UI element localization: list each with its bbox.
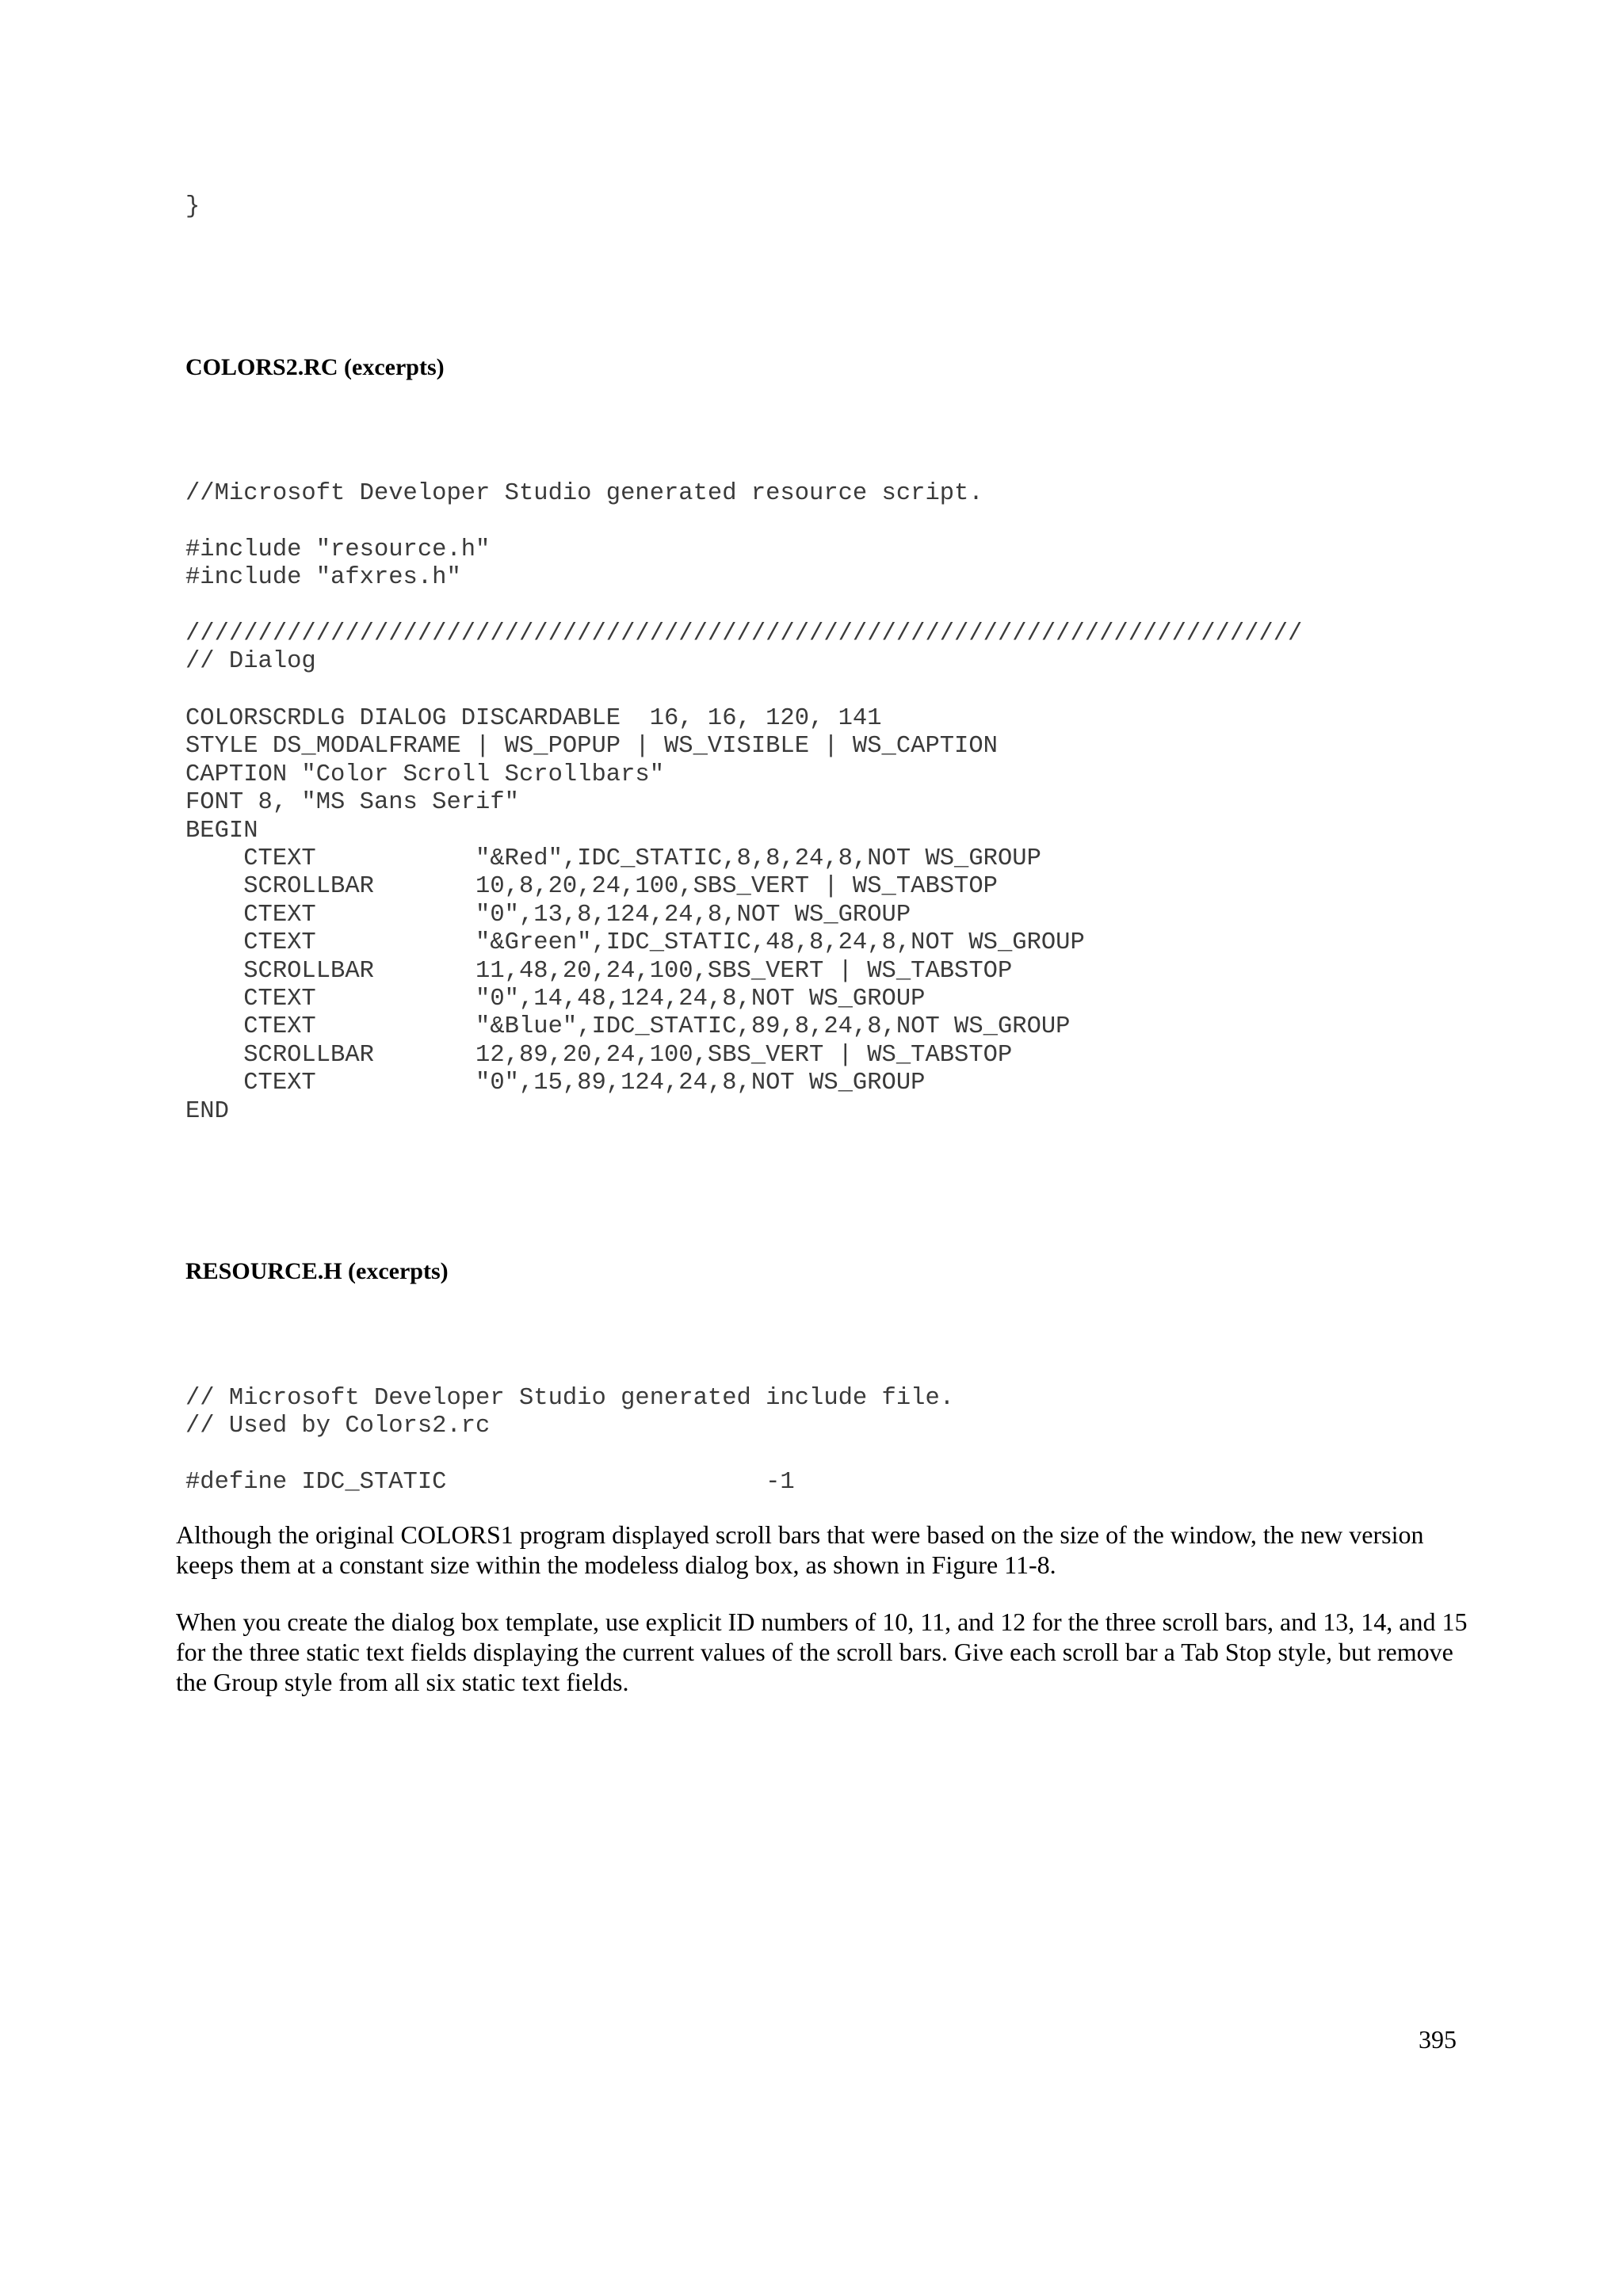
paragraph-colors1-comparison: Although the original COLORS1 program displayed scroll bars that were based on the size of the window, the new version keeps them at a constant size within the modeless dialog box, as shown in Figure 11-8. (176, 1520, 1424, 1579)
section-heading-colors2-rc: COLORS2.RC (excerpts) (185, 354, 445, 380)
page-number: 395 (1419, 2025, 1457, 2054)
paragraph-dialog-template-ids: When you create the dialog box template, use explicit ID numbers of 10, 11, and 12 for the three scroll bars, and 13, 14, and 15 for the three static text fields displaying the current values of the scroll bars. Give each scroll bar a Tab Stop style, but remove the Group style from all six static text fields. (176, 1608, 1468, 1696)
code-closing-brace: } (185, 193, 200, 220)
code-rc-dialog-template: COLORSCRDLG DIALOG DISCARDABLE 16, 16, 120, 141 STYLE DS_MODALFRAME | WS_POPUP | WS_VISIBLE | WS_CAPTION CAPTION "Color Scroll Scrollbars" FONT 8, "MS Sans Serif" BEGIN CTEXT "&Red",IDC_STATIC,8,8,24,8,NOT WS_GROUP SCROLLBAR 10,8,20,24,100,SBS_VERT | WS_TABSTOP CTEXT "0",13,8,124,24,8,NOT WS_GROUP CTEXT "&Green",IDC_STATIC,48,8,24,8,NOT WS_GROUP SCROLLBAR 11,48,20,24,100,SBS_VERT | WS_TABSTOP CTEXT "0",14,48,124,24,8,NOT WS_GROUP CTEXT "&Blue",IDC_STATIC,89,8,24,8,NOT WS_GROUP SCROLLBAR 12,89,20,24,100,SBS_VERT | WS_TABSTOP CTEXT "0",15,89,124,24,8,NOT WS_GROUP END (185, 705, 1085, 1125)
code-rc-comment: //Microsoft Developer Studio generated resource script. (185, 480, 983, 507)
code-h-comment: // Microsoft Developer Studio generated include file. // Used by Colors2.rc (185, 1385, 955, 1440)
code-rc-includes: #include "resource.h" #include "afxres.h" (185, 536, 491, 592)
code-h-define: #define IDC_STATIC -1 (185, 1469, 795, 1496)
code-rc-dialog-comment: ///////////////////////////////////////////////////////////////////////////// // Dialog (185, 620, 1303, 676)
section-heading-resource-h: RESOURCE.H (excerpts) (185, 1258, 449, 1284)
